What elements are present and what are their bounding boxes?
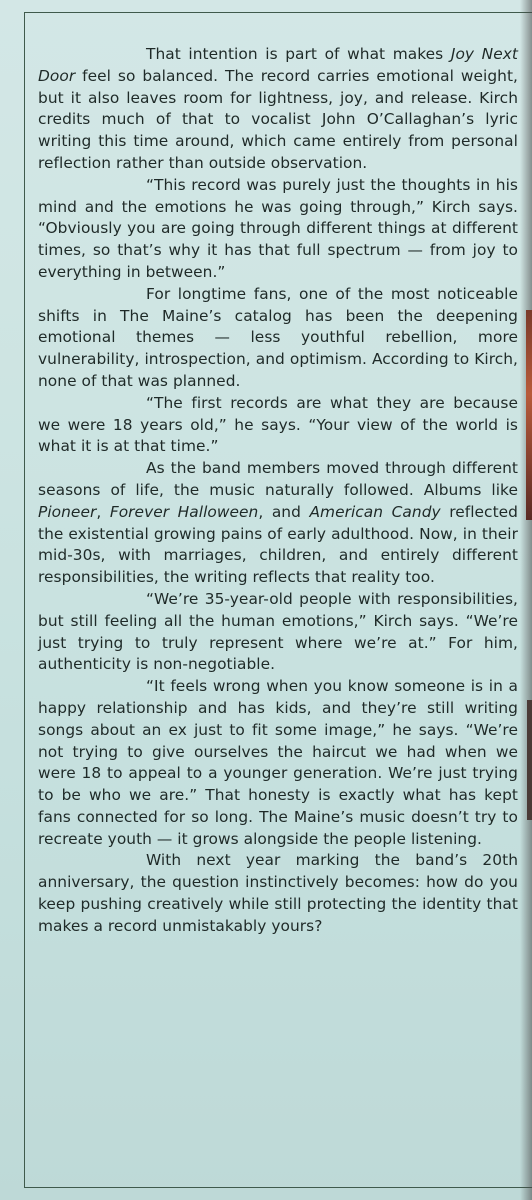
adjacent-page-edge	[526, 310, 532, 520]
paragraph-text: “It feels wrong when you know someone is in a happy relationship and has kids, and they’re still writing songs about an ex just to fit some image,” he says. “We’re not trying to give ourselves the haircut we had when we were 18 to appeal to a younger generation. We’re just trying to be who we are.” That honesty is exactly what has kept fans connected for so long. The Maine’s music doesn’t try to recreate youth — it grows alongside the people listening.	[38, 677, 518, 848]
page-edge-shadow	[520, 0, 532, 1200]
article-body	[38, 44, 518, 938]
paragraph-text: ,	[96, 502, 110, 521]
article-paragraph	[38, 393, 518, 458]
article-paragraph	[38, 458, 518, 589]
paragraph-text: , and	[258, 502, 310, 521]
paragraph-text: As the band members moved through different seasons of life, the music naturally followed. Albums like	[38, 459, 518, 499]
article-paragraph	[38, 850, 518, 937]
paragraph-text: “The first records are what they are because we were 18 years old,” he says. “Your view of the world is what it is at that time.”	[38, 393, 518, 456]
paragraph-text: “We’re 35-year-old people with responsibilities, but still feeling all the human emotions,” Kirch says. “We’re just trying to truly represent where we’re at.” For him, authenticity is non-negotiable.	[38, 589, 518, 674]
paragraph-text: reflected the existential growing pains of early adulthood. Now, in their mid-30s, with marriages, children, and entirely different responsibilities, the writing reflects that reality too.	[38, 502, 518, 587]
italic-title-text: Joy Next Door	[38, 45, 518, 85]
italic-title-text: American Candy	[309, 502, 441, 521]
paragraph-text: feel so balanced. The record carries emotional weight, but it also leaves room for lightness, joy, and release. Kirch credits much of that to vocalist John O’Callaghan’s lyric writing this time around, which came entirely from personal reflection rather than outside observation.	[38, 66, 518, 172]
paragraph-text: “This record was purely just the thoughts in his mind and the emotions he was going through,” Kirch says. “Obviously you are going through different things at different times, so that’s why it has that full spectrum — from joy to everything in between.”	[38, 175, 518, 281]
article-paragraph	[38, 44, 518, 175]
paragraph-text: With next year marking the band’s 20th anniversary, the question instinctively becomes: how do you keep pushing creatively while still protecting the identity that makes a record unmistakably yours?	[38, 851, 518, 935]
article-paragraph	[38, 284, 518, 393]
adjacent-page-edge-lower	[527, 700, 532, 820]
italic-title-text: Pioneer	[38, 502, 97, 521]
italic-title-text: Forever Halloween	[109, 502, 259, 521]
article-paragraph	[38, 589, 518, 676]
article-paragraph	[38, 175, 518, 284]
paragraph-text: That intention is part of what makes	[146, 45, 451, 63]
article-paragraph	[38, 676, 518, 850]
paragraph-text: For longtime fans, one of the most noticeable shifts in The Maine’s catalog has been the deepening emotional themes — less youthful rebellion, more vulnerability, introspection, and optimism. According to Kirch, none of that was planned.	[38, 284, 518, 390]
